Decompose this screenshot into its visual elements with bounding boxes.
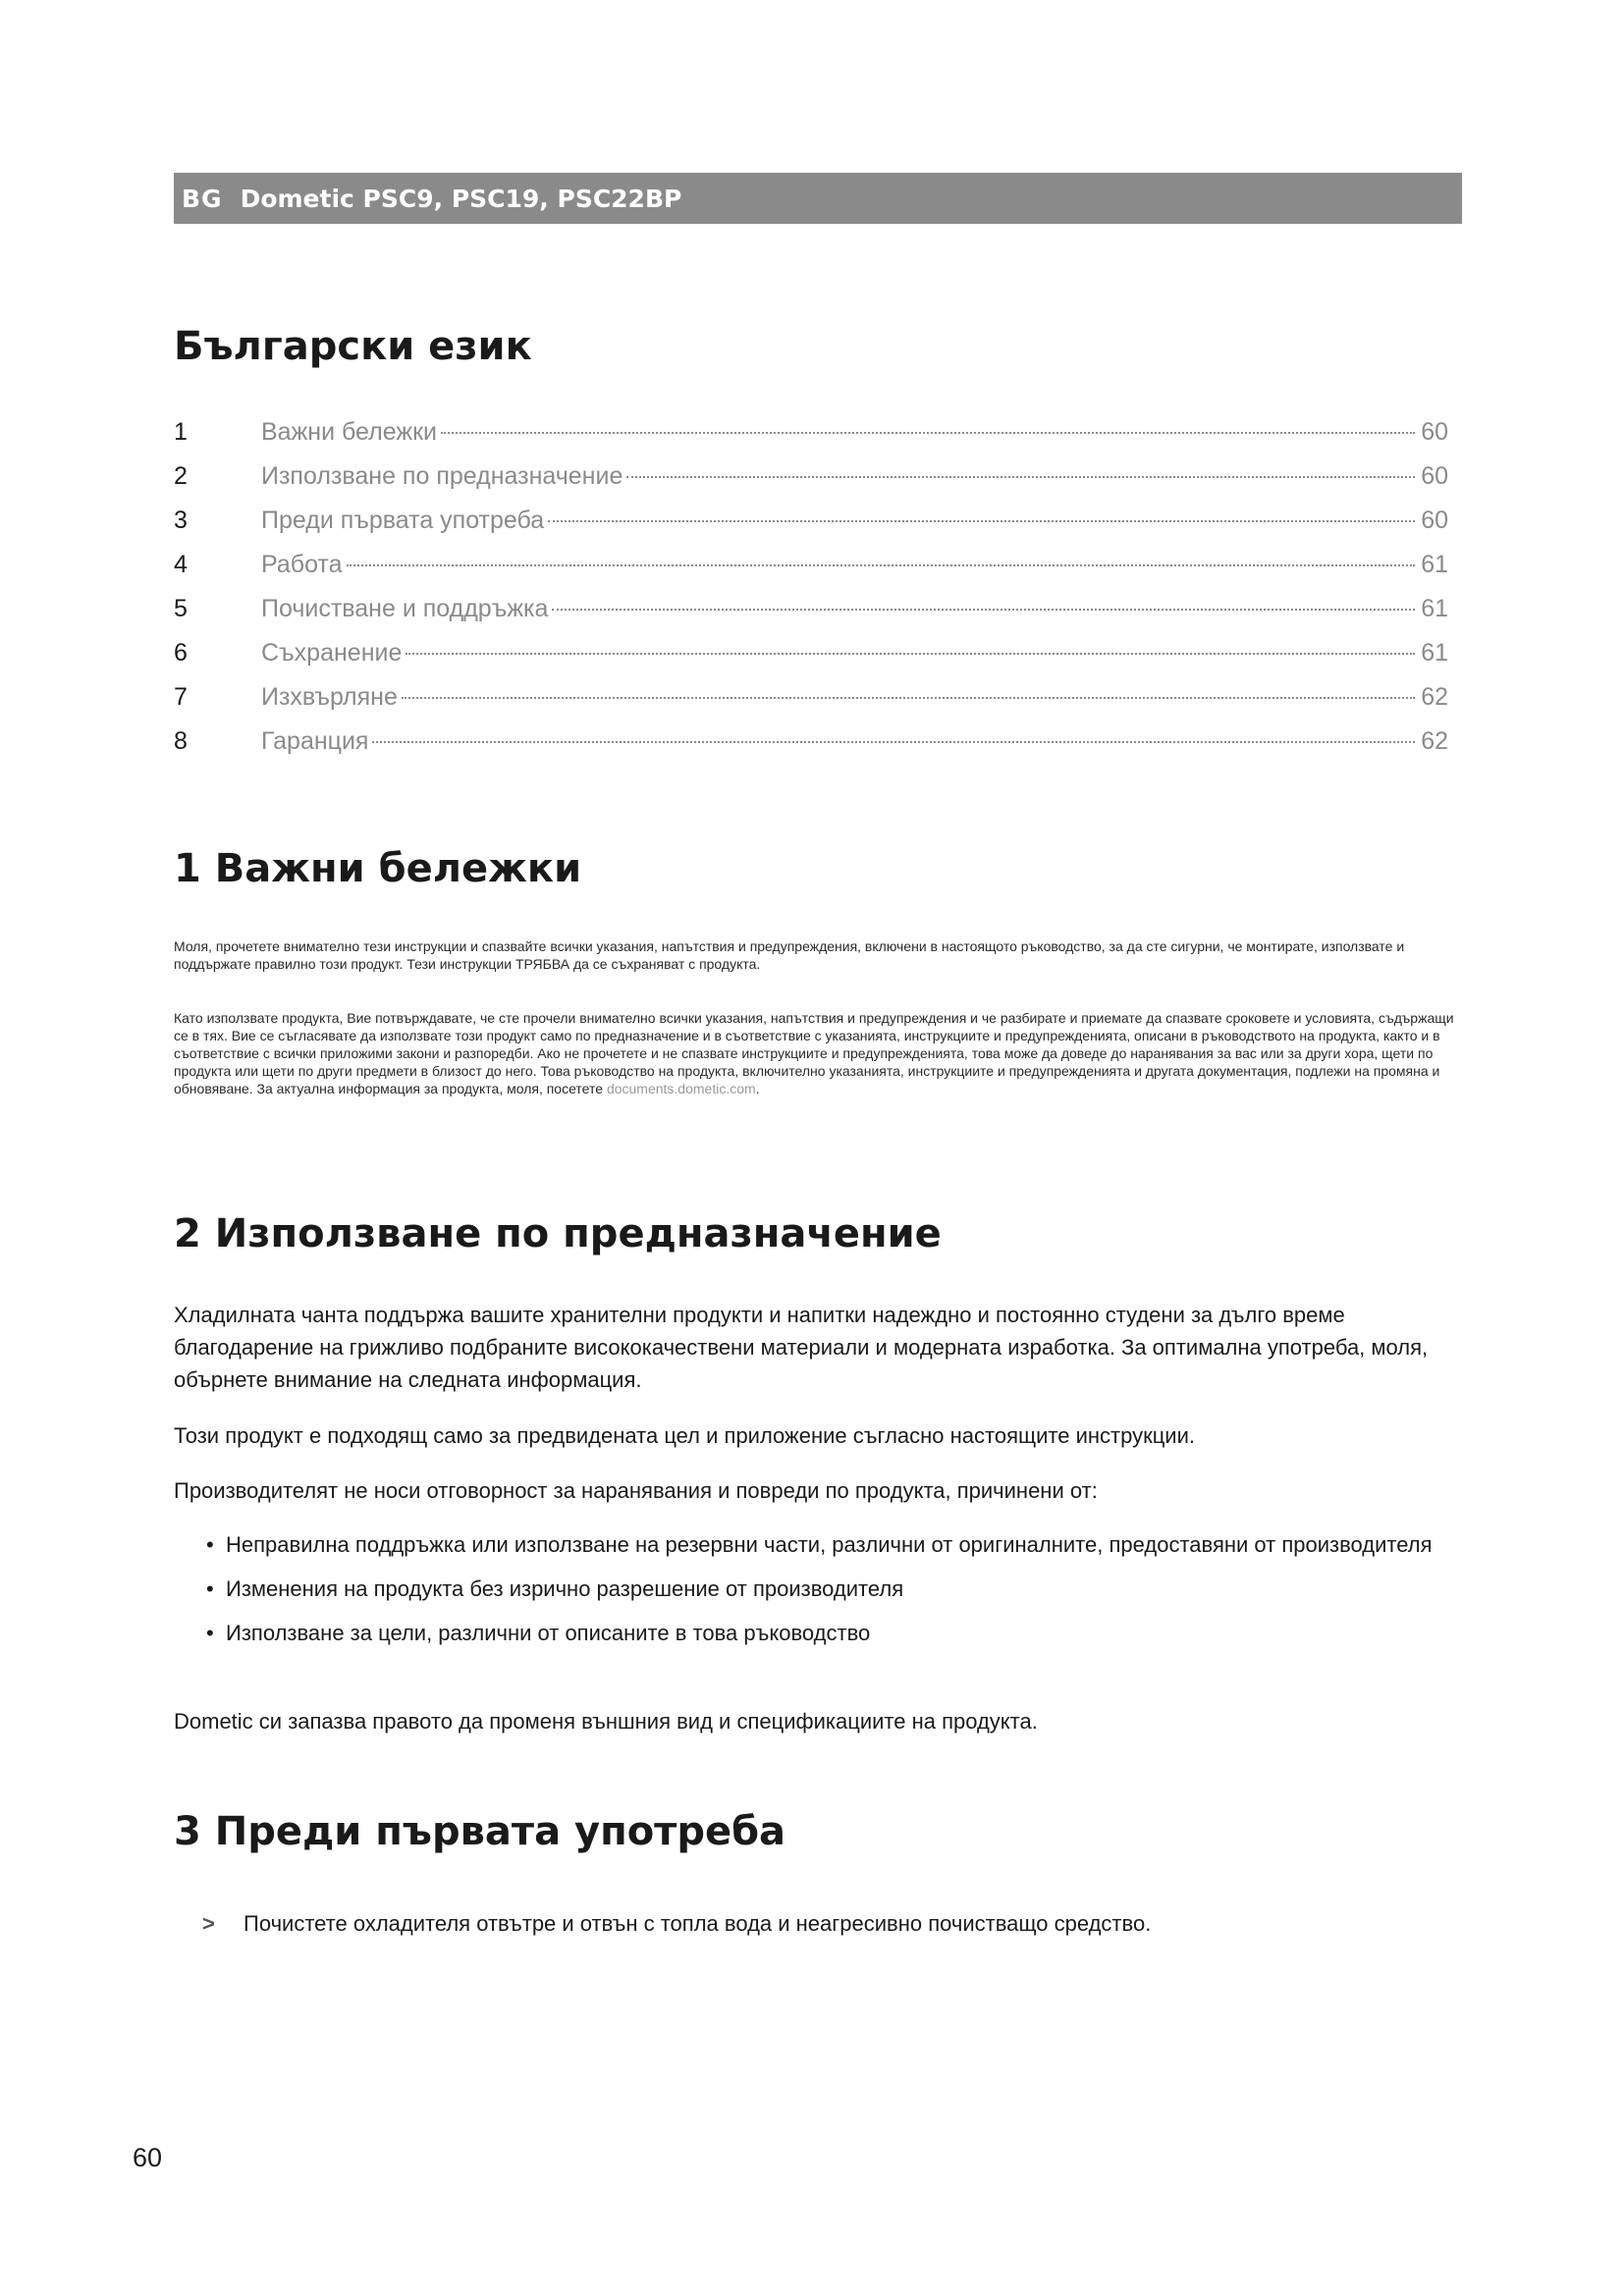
section-1-paragraph-1: Моля, прочетете внимателно тези инструкции и спазвайте всички указания, напътствия и предупреждения, включени в настоящото ръководство, за да сте сигурни, че монтирате, използвате и поддържате правилно този продукт. Тези инструкции ТРЯБВА да се съхраняват с продукта. [174, 938, 1405, 972]
toc-page: 62 [1421, 683, 1448, 711]
toc-leader [548, 520, 1415, 522]
toc-number: 5 [174, 595, 188, 622]
toc-title: Гаранция [261, 727, 369, 755]
toc-title: Почистване и поддръжка [261, 595, 549, 622]
toc-number: 8 [174, 727, 188, 755]
toc-entry[interactable] [174, 683, 1448, 727]
step-item [202, 1907, 1151, 1940]
toc-title: Важни бележки [261, 418, 437, 446]
list-item-text: Неправилна поддръжка или използване на резервни части, различни от оригиналните, предоставяни от производителя [226, 1532, 1433, 1557]
toc-page: 60 [1421, 462, 1448, 490]
toc-title: Съхранение [261, 639, 403, 667]
list-item-text: Изменения на продукта без изрично разрешение от производителя [226, 1576, 904, 1601]
list-item [206, 1617, 1453, 1649]
toc-title: Изхвърляне [261, 683, 398, 711]
list-item [206, 1528, 1453, 1561]
toc-entry[interactable] [174, 595, 1448, 639]
toc-leader [441, 432, 1415, 434]
section-2-paragraph-2: Този продукт е подходящ само за предвидената цел и приложение съгласно настоящите инструкции. [174, 1423, 1195, 1448]
toc-title: Използване по предназначение [261, 462, 623, 490]
page-number: 60 [133, 2143, 163, 2172]
toc-entry[interactable] [174, 551, 1448, 595]
section-3-heading: 3 Преди първата употреба [174, 1809, 786, 1854]
toc-number: 3 [174, 507, 188, 534]
toc-page: 61 [1421, 551, 1448, 578]
section-2-paragraph-3: Производителят не носи отговорност за наранявания и повреди по продукта, причинени от: [174, 1478, 1098, 1503]
list-item-text: Използване за цели, различни от описаните в това ръководство [226, 1621, 871, 1645]
documents-link[interactable]: documents.dometic.com [606, 1081, 756, 1096]
toc-leader [406, 653, 1415, 655]
bullet-icon: • [206, 1576, 214, 1601]
table-of-contents [174, 418, 1448, 772]
section-2-paragraph-4: Dometic си запазва правото да променя външния вид и спецификациите на продукта. [174, 1709, 1038, 1734]
toc-title: Преди първата употреба [261, 507, 545, 534]
step-text: Почистете охладителя отвътре и отвън с топла вода и неагресивно почистващо средство. [244, 1911, 1152, 1936]
toc-number: 6 [174, 639, 188, 667]
paragraph-end: . [755, 1081, 760, 1096]
liability-list [206, 1528, 1453, 1661]
toc-entry[interactable] [174, 462, 1448, 507]
toc-entry[interactable] [174, 418, 1448, 462]
section-2-paragraph-1: Хладилната чанта поддържа вашите хранителни продукти и напитки надеждно и постоянно студени за дълго време благодарение на грижливо подбраните висококачествени материали и модерната изработка. За оптимална употреба, моля, обърнете внимание на следната информация. [174, 1303, 1429, 1392]
language-title: Български език [174, 324, 532, 369]
toc-leader [347, 564, 1416, 566]
section-1-heading: 1 Важни бележки [174, 846, 582, 891]
toc-title: Работа [261, 551, 343, 578]
toc-number: 1 [174, 418, 188, 446]
toc-entry[interactable] [174, 639, 1448, 683]
product-title: Dometic PSC9, PSC19, PSC22BP [240, 184, 682, 213]
toc-leader [626, 476, 1415, 478]
document-header [174, 173, 1462, 224]
paragraph-text: Като използвате продукта, Вие потвърждавате, че сте прочели внимателно всички указания, напътствия и предупреждения и че разбирате и приемате да спазвате сроковете и условията, съдържащи се в тях. Вие се съгласявате да използвате този продукт само по предназначение и в съответствие с указанията, инструкциите и предупрежденията, описани в ръководството на продукта, както и в съответствие с всички приложими закони и разпоредби. Ако не прочетете и не спазвате инструкциите и предупрежденията, това може да доведе до наранявания за вас или за други хора, щети по продукта или щети по други предмети в близост до него. Това ръководство на продукта, включително указанията, инструкциите и предупрежденията и другата документация, подлежи на промяна и обновяване. За актуална информация за продукта, моля, посетете [174, 1010, 1454, 1096]
toc-number: 4 [174, 551, 188, 578]
toc-number: 7 [174, 683, 188, 711]
language-code: BG [182, 184, 223, 213]
toc-leader [552, 609, 1415, 611]
list-item [206, 1573, 1453, 1605]
toc-page: 60 [1421, 418, 1448, 446]
section-1-paragraph-2 [174, 1009, 1462, 1097]
toc-page: 61 [1421, 639, 1448, 667]
toc-leader [372, 741, 1415, 743]
toc-page: 61 [1421, 595, 1448, 622]
toc-entry[interactable] [174, 727, 1448, 772]
section-2-heading: 2 Използване по предназначение [174, 1211, 942, 1256]
toc-page: 60 [1421, 507, 1448, 534]
step-arrow-icon: > [202, 1911, 215, 1936]
toc-entry[interactable] [174, 507, 1448, 551]
toc-page: 62 [1421, 727, 1448, 755]
toc-number: 2 [174, 462, 188, 490]
bullet-icon: • [206, 1532, 214, 1557]
toc-leader [402, 697, 1415, 699]
bullet-icon: • [206, 1621, 214, 1645]
